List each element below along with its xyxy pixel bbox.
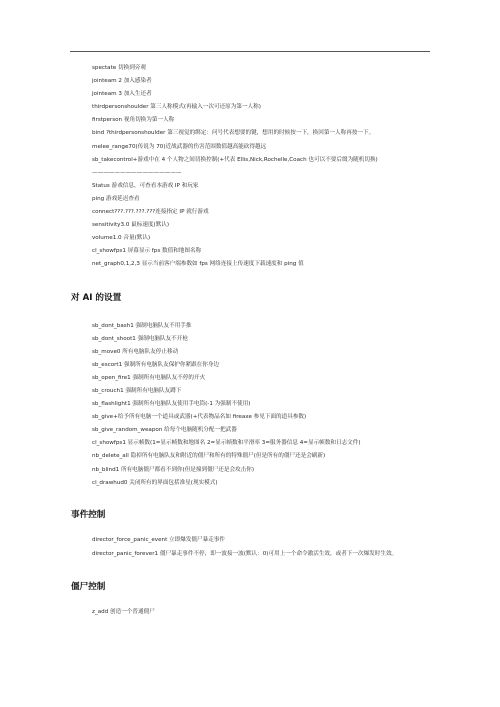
text-line: sb_takecontrol+游戏中在 4 个人物之间切换控制(+代表 Ellis,Nick,Rochelle,Coach 也可以不要后缀为随机切换) <box>92 156 378 163</box>
text-line: cl_showfps1 屏幕显示 fps 数值和地图名称 <box>92 248 202 255</box>
text-line: sb_flashlight1 强制所有电脑队友使用手电筒(-1 为强制不使用) <box>92 401 251 408</box>
text-line-wrapped: director_panic_forever1 僵尸暴走事件不停，即一波接一波(默认：0)可用上一个命令激活生效，或者下一次爆发时生效。 <box>92 550 398 557</box>
document-body <box>71 62 436 619</box>
text-line: jointeam 3 加入生还者 <box>92 91 152 98</box>
section-zombie-control <box>71 606 436 619</box>
divider-line: ———————————————— <box>92 169 182 176</box>
section-heading-events: 事件控制 <box>71 509 106 520</box>
text-line: spectate 切换到旁观 <box>92 65 146 71</box>
text-line: sb_dont_bash1 强制电脑队友不用手推 <box>92 322 192 329</box>
text-line: cl_drawhud0 关闭所有的界面包括准星(现实模式) <box>92 479 218 486</box>
text-line: sb_crouch1 强制所有电脑队友蹲下 <box>92 387 182 394</box>
text-line: z_add 创造一个普通僵尸 <box>92 608 155 615</box>
section-heading-ai: 对 AI 的设置 <box>71 292 122 303</box>
text-line: sb_escort1 强制所有电脑队友保护你紧跟在你身边 <box>92 361 220 368</box>
text-line: sb_dont_shoot1 强制电脑队友不开枪 <box>92 335 188 342</box>
text-line: firstperson 视角切换为第一人称 <box>92 117 175 124</box>
section-ai-settings <box>71 320 436 490</box>
section-events <box>71 534 436 559</box>
text-line: bind ?thirdpersonshoulder 第三视觉的绑定：问号代表想要的键，想用的时候按一下，换回第一人称再按一下。 <box>92 130 375 137</box>
text-line: sensitivity3.0 鼠标速度(默认) <box>92 222 170 229</box>
text-line: connect???.???.???.???连接指定 IP 就行游戏 <box>92 209 209 216</box>
text-line: sb_give+给予所有电脑一个道具或武器(+代表物品名如 fireaxe 参见下面的道具参数) <box>92 414 307 421</box>
text-line: thirdpersonshoulder 第三人称模式(再输入一次可还原为第一人称) <box>92 104 261 111</box>
text-line: sb_give_random_weapon 给每个电脑随机分配一把武器 <box>92 427 237 434</box>
text-line: nb_blind1 所有电脑僵尸都看不到你(但是撞到僵尸还是会攻击你) <box>92 466 255 473</box>
text-line: sb_move0 所有电脑队友停止移动 <box>92 348 179 355</box>
text-line: ping 游戏延迟查看 <box>92 195 140 202</box>
text-line: melee_range70(传说为 70)近战武器的伤害范围数值越高能砍得越远 <box>92 143 267 150</box>
text-line: nb_delete_all 隐掉所有电脑队友和附近的僵尸和所有的特殊僵尸(但是所有的僵尸还是会刷新) <box>92 453 326 460</box>
text-line: director_force_panic_event 立即爆发僵尸暴走事件 <box>92 536 225 543</box>
header-rule <box>70 51 430 52</box>
section-heading-zombies: 僵尸控制 <box>71 581 106 592</box>
text-line: jointeam 2 加入感染者 <box>92 78 152 85</box>
text-line: net_graph0,1,2,3 显示当前客户端参数如 fps 网络连接上传速度下载速度和 ping 值 <box>92 261 304 268</box>
text-line: Status 游戏信息，可查看本游戏 IP 和玩家 <box>92 182 199 189</box>
text-line: sb_open_fire1 强制所有电脑队友不停的开火 <box>92 374 206 381</box>
section-commands <box>71 62 436 272</box>
text-line: cl_showfps1 显示帧数(1=显示帧数和地图名 2=显示帧数和平滑率 3=服务器信息 4=显示帧数和日志文件) <box>92 440 361 447</box>
text-line: volume1.0 音量(默认) <box>92 235 151 242</box>
